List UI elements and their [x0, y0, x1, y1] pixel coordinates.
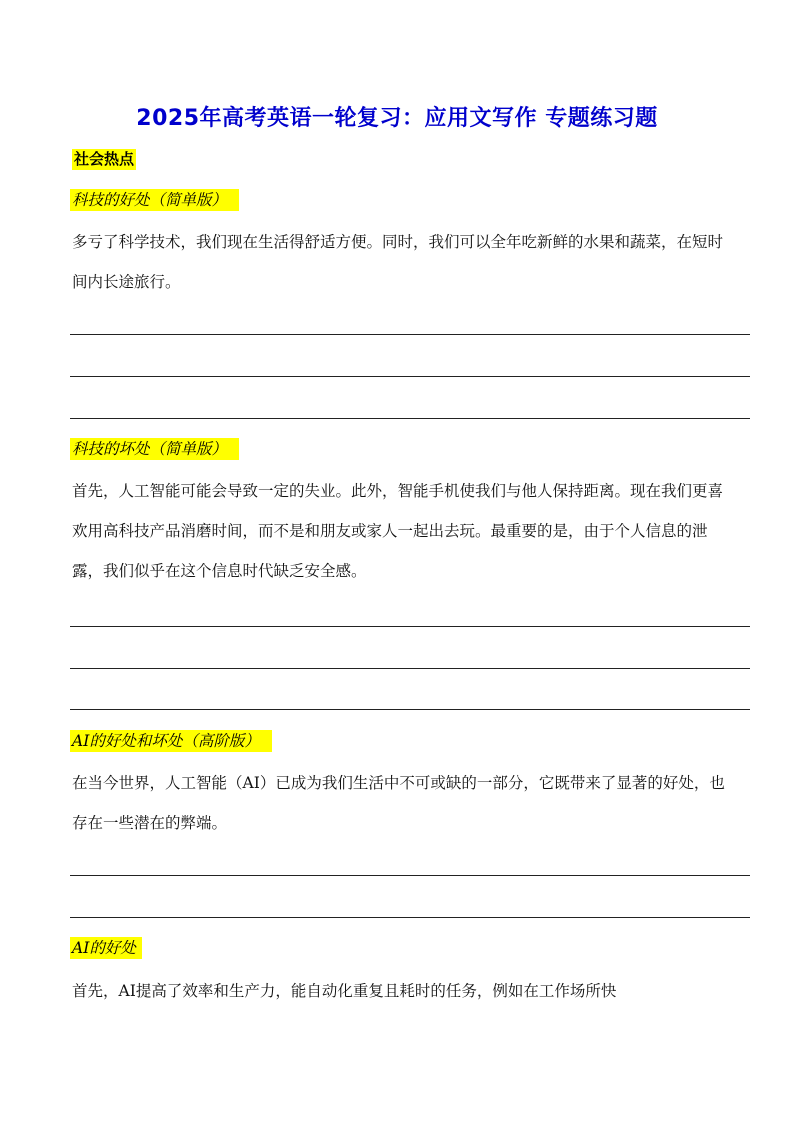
answer-line: [70, 626, 750, 627]
section-text-tech-drawbacks: 首先，人工智能可能会导致一定的失业。此外，智能手机使我们与他人保持距离。现在我们更喜欢用高科技产品消磨时间，而不是和朋友或家人一起出去玩。最重要的是，由于个人信息的泄露，我们似乎在这个信息时代缺乏安全感。: [72, 482, 724, 580]
section-heading-ai-pros-cons: AI的好处和坏处（高阶版）: [70, 730, 272, 752]
answer-line: [70, 875, 750, 876]
section-heading-tech-benefits: 科技的好处（简单版）: [70, 189, 239, 211]
section-text-ai-benefits: 首先，AI提高了效率和生产力，能自动化重复且耗时的任务，例如在工作场所快: [72, 982, 617, 1000]
answer-line: [70, 709, 750, 710]
section-text-tech-benefits: 多亏了科学技术，我们现在生活得舒适方便。同时，我们可以全年吃新鲜的水果和蔬菜，在短时间内长途旅行。: [72, 233, 724, 291]
answer-line: [70, 917, 750, 918]
answer-line: [70, 418, 750, 419]
answer-line: [70, 334, 750, 335]
section-text-ai-pros-cons: 在当今世界，人工智能（AI）已成为我们生活中不可或缺的一部分，它既带来了显著的好处，也存在一些潜在的弊端。: [72, 774, 725, 832]
answer-line: [70, 376, 750, 377]
section-heading-tech-drawbacks: 科技的坏处（简单版）: [70, 438, 239, 460]
section-heading-ai-benefits: AI的好处: [70, 937, 142, 959]
answer-line: [70, 668, 750, 669]
page-title: 2025年高考英语一轮复习：应用文写作 专题练习题: [136, 106, 658, 131]
category-label: 社会热点: [74, 150, 135, 168]
